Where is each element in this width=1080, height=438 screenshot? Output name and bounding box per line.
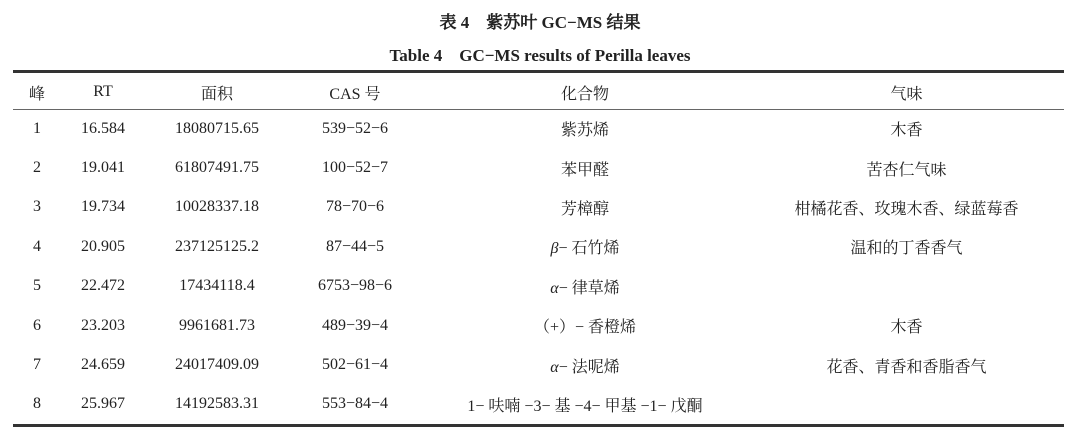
cell-odor (749, 385, 1064, 424)
header-area: 面积 (200, 85, 233, 103)
header-cas: CAS 号 (329, 85, 381, 103)
cell-compound (421, 385, 749, 424)
cell-peak: 3 (33, 198, 41, 216)
cell-cas: 489−39−4 (321, 316, 389, 334)
cell-area: 17434118.4 (179, 277, 255, 295)
compound-name: 芳樟醇 (560, 200, 609, 218)
cell-cas: 553−84−4 (321, 395, 389, 413)
cell-cas: 100−52−7 (321, 159, 389, 177)
gcms-results-table (13, 73, 1064, 424)
cell-peak: 5 (33, 277, 41, 295)
table-row (13, 306, 1064, 345)
cell-peak: 6 (33, 316, 41, 334)
header-peak: 峰 (28, 85, 45, 103)
greek-prefix: β (550, 240, 559, 258)
table-row (13, 267, 1064, 306)
cell-odor: 木香 (890, 319, 923, 337)
cell-compound (421, 345, 749, 384)
cell-cas: 87−44−5 (325, 237, 385, 255)
cell-cas: 502−61−4 (321, 356, 389, 374)
cell-odor: 温和的丁香香气 (850, 240, 963, 258)
cell-area: 237125125.2 (175, 237, 259, 255)
cell-rt: 16.584 (81, 119, 125, 137)
table-caption-zh: 表 4 紫苏叶 GC−MS 结果 (439, 13, 641, 32)
cell-rt: 20.905 (81, 237, 125, 255)
cell-rt: 19.734 (81, 198, 125, 216)
header-odor: 气味 (890, 85, 923, 103)
table-row (13, 109, 1064, 148)
cell-peak: 7 (33, 356, 41, 374)
compound-name: 1− 呋喃 −3− 基 −4− 甲基 −1− 戊酮 (467, 397, 703, 415)
cell-odor: 柑橘花香、玫瑰木香、绿蓝莓香 (794, 200, 1019, 218)
cell-odor: 苦杏仁气味 (866, 161, 947, 179)
table-row (13, 385, 1064, 424)
cell-rt: 19.041 (81, 159, 125, 177)
cell-cas: 6753−98−6 (317, 277, 393, 295)
cell-peak: 1 (33, 119, 41, 137)
cell-cas: 539−52−6 (321, 119, 389, 137)
cell-area: 14192583.31 (175, 395, 259, 413)
header-compound: 化合物 (560, 85, 609, 103)
cell-compound (421, 148, 749, 187)
cell-rt: 22.472 (81, 277, 125, 295)
cell-rt: 24.659 (81, 356, 125, 374)
table-row (13, 227, 1064, 266)
compound-name: − 律草烯 (558, 279, 620, 297)
cell-compound (421, 188, 749, 227)
compound-name: − 法呢烯 (558, 358, 620, 376)
cell-rt: 25.967 (81, 395, 125, 413)
compound-name: 紫苏烯 (560, 122, 609, 140)
bottom-rule (13, 424, 1064, 427)
cell-odor: 花香、青香和香脂香气 (826, 358, 987, 376)
cell-compound (421, 227, 749, 266)
cell-compound (421, 267, 749, 306)
compound-name: （+）− 香橙烯 (533, 319, 637, 337)
table-row (13, 345, 1064, 384)
table-caption-en: Table 4 GC−MS results of Perilla leaves (389, 46, 691, 65)
cell-area: 9961681.73 (179, 316, 255, 334)
greek-prefix: α (550, 279, 559, 297)
cell-peak: 8 (33, 395, 41, 413)
cell-odor (749, 267, 1064, 306)
table-header-row (13, 73, 1064, 109)
header-rt: RT (93, 83, 113, 100)
cell-rt: 23.203 (81, 316, 125, 334)
cell-cas: 78−70−6 (325, 198, 385, 216)
table-row (13, 148, 1064, 187)
cell-peak: 4 (33, 237, 41, 255)
cell-compound (421, 306, 749, 345)
compound-name: − 石竹烯 (558, 240, 620, 258)
cell-compound (421, 109, 749, 148)
table-row (13, 188, 1064, 227)
cell-area: 18080715.65 (175, 119, 259, 137)
greek-prefix: α (550, 358, 559, 376)
compound-name: 苯甲醛 (560, 161, 609, 179)
cell-peak: 2 (33, 159, 41, 177)
cell-odor: 木香 (890, 122, 923, 140)
cell-area: 24017409.09 (175, 356, 259, 374)
cell-area: 61807491.75 (175, 159, 259, 177)
cell-area: 10028337.18 (175, 198, 259, 216)
